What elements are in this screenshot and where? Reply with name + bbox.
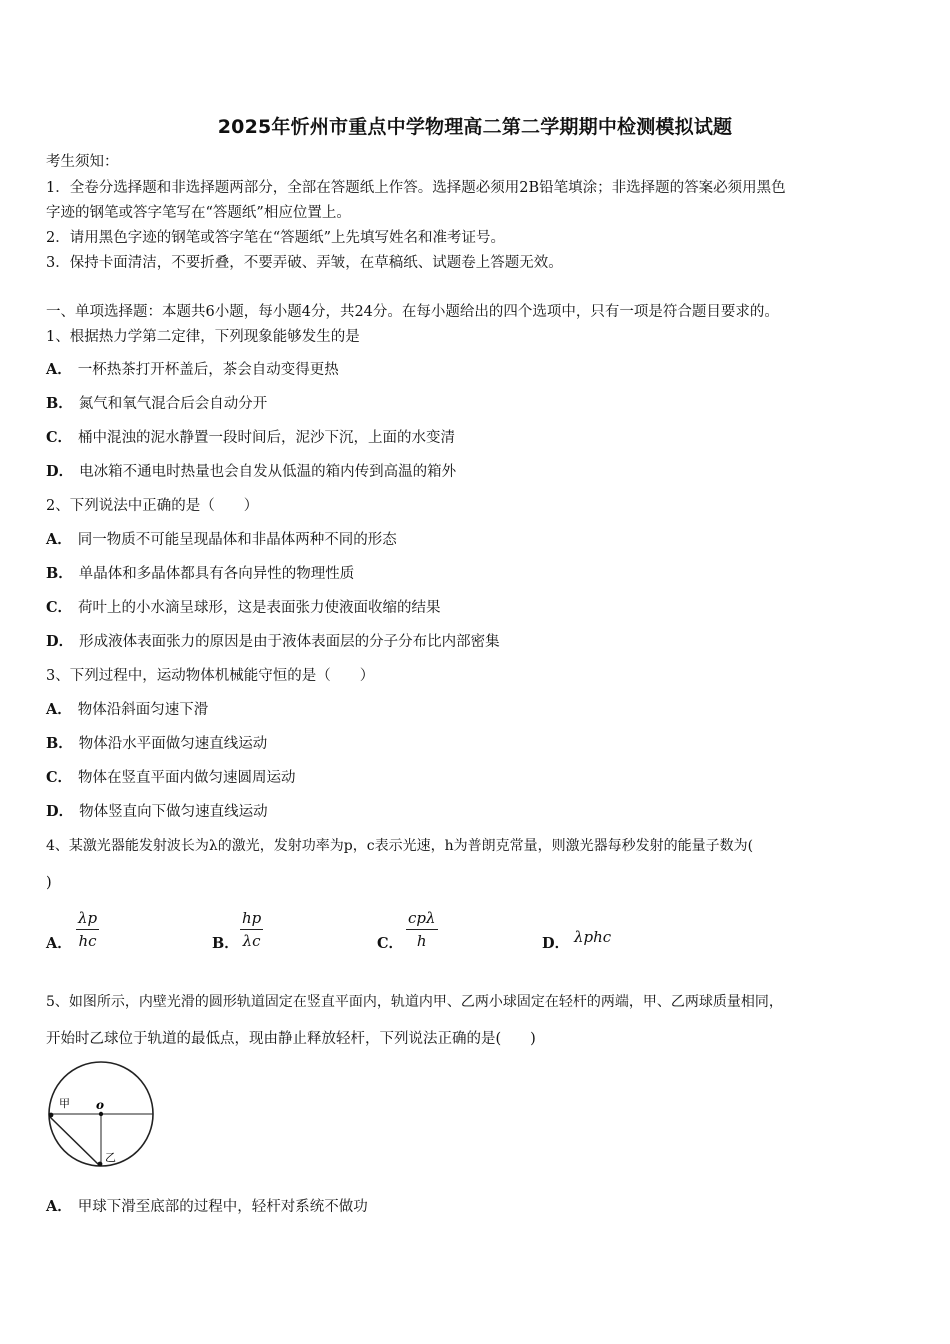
option-letter: B．	[46, 395, 73, 412]
option-letter: C．	[46, 769, 73, 786]
question-2-stem: 2、下列说法中正确的是（ ）	[46, 498, 259, 514]
question-4-stem-line-1: 4、某激光器能发射波长为λ的激光，发射功率为p，c表示光速，h为普朗克常量，则激光器每秒发射的能量子数为(	[46, 838, 754, 854]
numerator: hp	[240, 907, 263, 930]
question-1-option-b	[46, 394, 906, 414]
option-letter: A．	[46, 701, 72, 718]
question-2-option-d	[46, 632, 906, 652]
option-letter: B．	[46, 565, 73, 582]
question-4-options	[46, 905, 906, 959]
option-text: 电冰箱不通电时热量也会自发从低温的箱内传到高温的箱外	[79, 464, 457, 480]
question-3-option-c	[46, 768, 906, 788]
notice-item-3: 3．保持卡面清洁，不要折叠，不要弄破、弄皱，在草稿纸、试题卷上答题无效。	[46, 255, 563, 271]
option-letter: A．	[46, 361, 72, 378]
fraction	[406, 907, 438, 952]
question-5-stem-line-1: 5、如图所示，内壁光滑的圆形轨道固定在竖直平面内，轨道内甲、乙两小球固定在轻杆的两端，甲、乙两球质量相同，	[46, 994, 783, 1010]
option-text: 一杯热茶打开杯盖后，茶会自动变得更热	[77, 362, 339, 378]
section-1-heading: 一、单项选择题：本题共6小题，每小题4分，共24分。在每小题给出的四个选项中，只有一项是符合题目要求的。	[46, 304, 779, 320]
option-letter: C．	[46, 599, 73, 616]
option-text: 甲球下滑至底部的过程中，轻杆对系统不做功	[77, 1199, 368, 1215]
numerator: λp	[76, 907, 99, 930]
question-1-stem: 1、根据热力学第二定律，下列现象能够发生的是	[46, 329, 360, 345]
option-text: 物体在竖直平面内做匀速圆周运动	[78, 770, 296, 786]
option-letter: C．	[46, 429, 73, 446]
question-1-option-c	[46, 428, 906, 448]
label-yi: 乙	[105, 1151, 116, 1164]
option-letter: A．	[46, 1198, 72, 1215]
notice-heading: 考生须知：	[46, 154, 119, 170]
question-5-stem-line-2: 开始时乙球位于轨道的最低点，现由静止释放轻杆，下列说法正确的是( )	[46, 1031, 536, 1047]
question-3-stem: 3、下列过程中，运动物体机械能守恒的是（ ）	[46, 668, 375, 684]
question-2-option-c	[46, 598, 906, 618]
option-letter: D．	[46, 463, 74, 480]
option-letter: A．	[46, 531, 72, 548]
option-text: 物体沿水平面做匀速直线运动	[78, 736, 268, 752]
option-text: 氮气和氧气混合后会自动分开	[78, 396, 268, 412]
question-5-option-a	[46, 1197, 906, 1217]
notice-item-2: 2．请用黑色字迹的钢笔或答字笔在“答题纸”上先填写姓名和准考证号。	[46, 230, 506, 246]
notice-item-1-line-1: 1．全卷分选择题和非选择题两部分，全部在答题纸上作答。选择题必须用2B铅笔填涂；非选择题的答案必须用黑色	[46, 180, 786, 196]
numerator: cpλ	[406, 907, 438, 930]
option-text: 单晶体和多晶体都具有各向异性的物理性质	[78, 566, 355, 582]
label-jia: 甲	[59, 1097, 70, 1110]
question-1-option-a	[46, 360, 906, 380]
question-3-option-d	[46, 802, 906, 822]
question-2-option-b	[46, 564, 906, 584]
option-text: 荷叶上的小水滴呈球形，这是表面张力使液面收缩的结果	[78, 600, 441, 616]
fraction	[76, 907, 99, 952]
question-2-option-a	[46, 530, 906, 550]
denominator: h	[416, 932, 427, 950]
notice-item-1-line-2: 字迹的钢笔或答字笔写在“答题纸”相应位置上。	[46, 205, 351, 221]
formula: λphc	[574, 928, 612, 946]
option-letter: A．	[46, 935, 72, 952]
denominator: λc	[242, 932, 261, 950]
ball-yi	[98, 1162, 103, 1167]
option-text: 桶中混浊的泥水静置一段时间后，泥沙下沉，上面的水变清	[78, 430, 456, 446]
option-letter: D．	[46, 633, 74, 650]
option-text: 形成液体表面张力的原因是由于液体表面层的分子分布比内部密集	[79, 634, 500, 650]
ball-jia	[49, 1113, 54, 1118]
option-text: 同一物质不可能呈现晶体和非晶体两种不同的形态	[77, 532, 397, 548]
circular-track-figure	[42, 1055, 160, 1173]
option-letter: C．	[377, 935, 404, 952]
option-letter: D．	[542, 935, 570, 952]
page-title: 2025年忻州市重点中学物理高二第二学期期中检测模拟试题	[217, 116, 733, 138]
question-4-stem-line-2: )	[46, 875, 52, 891]
option-letter: B．	[212, 935, 239, 952]
question-3-option-a	[46, 700, 906, 720]
option-letter: B．	[46, 735, 73, 752]
option-text: 物体竖直向下做匀速直线运动	[79, 804, 268, 820]
fraction	[240, 907, 263, 952]
question-3-option-b	[46, 734, 906, 754]
label-o: o	[96, 1098, 105, 1112]
option-letter: D．	[46, 803, 74, 820]
denominator: hc	[78, 932, 97, 950]
option-text: 物体沿斜面匀速下滑	[77, 702, 209, 718]
question-1-option-d	[46, 462, 906, 482]
center-point	[99, 1112, 103, 1116]
